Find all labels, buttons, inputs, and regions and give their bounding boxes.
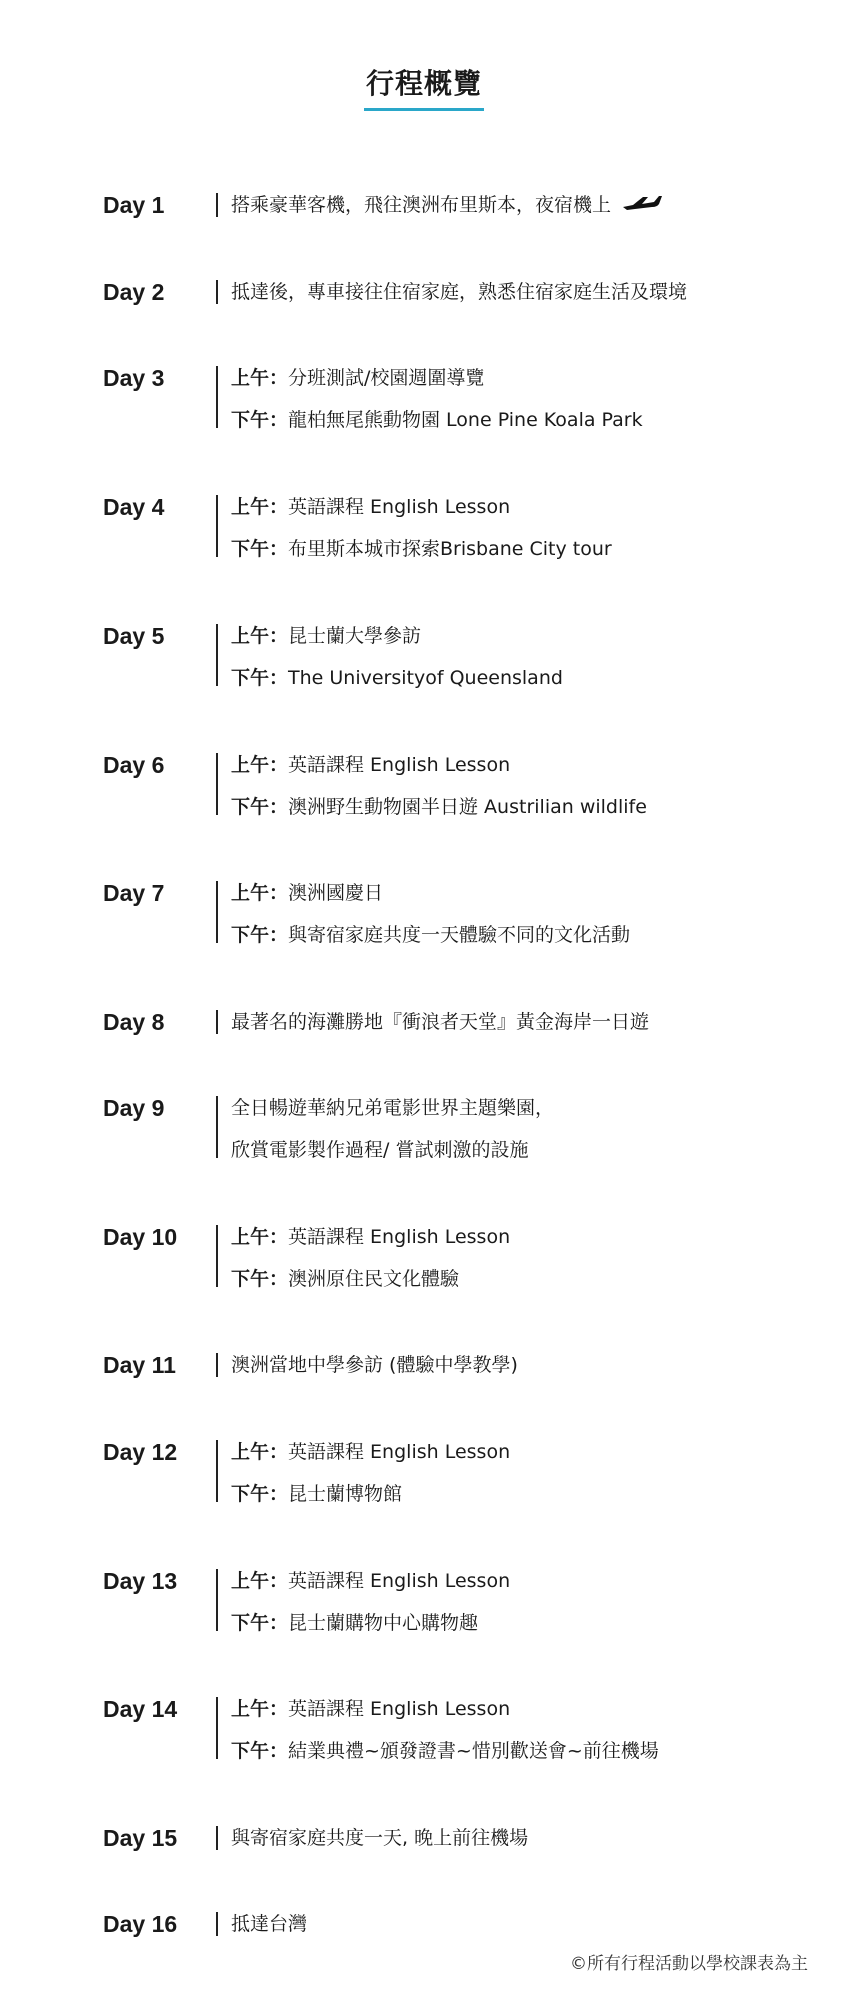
- time-tag: 下午：: [231, 1483, 289, 1505]
- activity-text: The Universityof Queensland: [288, 667, 563, 689]
- divider-bar: [216, 1697, 218, 1759]
- day-detail-line: [231, 1437, 510, 1467]
- day-detail-line: [231, 277, 687, 307]
- divider-bar: [216, 1225, 218, 1287]
- day-detail-line: [231, 190, 663, 221]
- activity-text: 抵達台灣: [231, 1913, 308, 1935]
- day-label: Day 3: [103, 365, 165, 391]
- day-detail-line: [231, 1007, 649, 1037]
- activity-text: 昆士蘭博物館: [288, 1483, 403, 1505]
- activity-text: 英語課程 English Lesson: [288, 1441, 511, 1463]
- time-tag: 上午：: [231, 882, 289, 904]
- day-label: Day 9: [103, 1095, 165, 1121]
- activity-text: 最著名的海灘勝地『衝浪者天堂』黃金海岸一日遊: [231, 1011, 650, 1033]
- activity-text: 昆士蘭大學參訪: [288, 625, 422, 647]
- day-label: Day 2: [103, 279, 165, 305]
- day-details: [231, 277, 687, 307]
- day-label: Day 5: [103, 623, 165, 649]
- time-tag: 下午：: [231, 924, 289, 946]
- day-details: [231, 1222, 510, 1294]
- day-detail-line: [231, 1736, 659, 1766]
- day-details: [231, 1437, 510, 1509]
- activity-text: 欣賞電影製作過程/ 嘗試刺激的設施: [231, 1139, 529, 1161]
- day-details: [231, 1909, 307, 1939]
- day-label: Day 14: [103, 1696, 178, 1722]
- time-tag: 上午：: [231, 367, 289, 389]
- day-details: [231, 190, 663, 221]
- day-detail-line: [231, 405, 643, 435]
- time-tag: 下午：: [231, 538, 289, 560]
- activity-text: 英語課程 English Lesson: [288, 1698, 511, 1720]
- time-tag: 下午：: [231, 667, 289, 689]
- day-label: Day 12: [103, 1439, 178, 1465]
- divider-bar: [216, 280, 218, 304]
- day-detail-line: [231, 750, 647, 780]
- activity-text: 布里斯本城市探索Brisbane City tour: [288, 538, 612, 560]
- time-tag: 下午：: [231, 796, 289, 818]
- activity-text: 結業典禮~頒發證書~惜別歡送會~前往機場: [288, 1740, 659, 1762]
- time-tag: 上午：: [231, 1226, 289, 1248]
- divider-bar: [216, 1826, 218, 1850]
- divider-bar: [216, 1569, 218, 1631]
- day-label: Day 13: [103, 1568, 178, 1594]
- time-tag: 上午：: [231, 754, 289, 776]
- divider-bar: [216, 1010, 218, 1034]
- day-detail-line: [231, 663, 563, 693]
- day-label: Day 4: [103, 494, 165, 520]
- day-details: [231, 1093, 554, 1165]
- day-label: Day 16: [103, 1911, 178, 1937]
- time-tag: 下午：: [231, 1612, 289, 1634]
- day-detail-line: [231, 1135, 554, 1165]
- day-label: Day 1: [103, 192, 165, 218]
- day-detail-line: [231, 1093, 554, 1123]
- day-details: [231, 363, 643, 435]
- day-detail-line: [231, 621, 563, 651]
- time-tag: 上午：: [231, 1698, 289, 1720]
- day-detail-line: [231, 1694, 659, 1724]
- day-detail-line: [231, 920, 630, 950]
- activity-text: 全日暢遊華納兄弟電影世界主題樂園，: [231, 1097, 555, 1119]
- day-label: Day 7: [103, 880, 165, 906]
- time-tag: 下午：: [231, 1268, 289, 1290]
- day-details: [231, 1350, 518, 1380]
- day-detail-line: [231, 534, 612, 564]
- divider-bar: [216, 624, 218, 686]
- day-details: [231, 621, 563, 693]
- activity-text: 澳洲野生動物園半日遊 Austrilian wildlife: [288, 796, 647, 818]
- day-label: Day 11: [103, 1352, 176, 1378]
- activity-text: 澳洲原住民文化體驗: [288, 1268, 460, 1290]
- day-detail-line: [231, 1350, 518, 1380]
- day-detail-line: [231, 1479, 510, 1509]
- time-tag: 上午：: [231, 496, 289, 518]
- divider-bar: [216, 881, 218, 943]
- day-label: Day 10: [103, 1224, 178, 1250]
- activity-text: 澳洲當地中學參訪 (體驗中學教學): [231, 1354, 518, 1376]
- day-details: [231, 1566, 510, 1638]
- day-detail-line: [231, 878, 630, 908]
- day-details: [231, 878, 630, 950]
- airplane-icon: [621, 190, 663, 221]
- divider-bar: [216, 1353, 218, 1377]
- divider-bar: [216, 1440, 218, 1502]
- activity-text: 英語課程 English Lesson: [288, 496, 511, 518]
- day-label: Day 8: [103, 1009, 165, 1035]
- day-details: [231, 492, 612, 564]
- page-title: 行程概覽: [364, 62, 484, 111]
- day-detail-line: [231, 1566, 510, 1596]
- day-label: Day 6: [103, 752, 165, 778]
- time-tag: 上午：: [231, 625, 289, 647]
- divider-bar: [216, 1096, 218, 1158]
- day-detail-line: [231, 1264, 510, 1294]
- day-label: Day 15: [103, 1825, 178, 1851]
- time-tag: 上午：: [231, 1570, 289, 1592]
- divider-bar: [216, 366, 218, 428]
- activity-text: 與寄宿家庭共度一天體驗不同的文化活動: [288, 924, 631, 946]
- time-tag: 上午：: [231, 1441, 289, 1463]
- activity-text: 英語課程 English Lesson: [288, 1226, 511, 1248]
- activity-text: 搭乘豪華客機，飛往澳洲布里斯本，夜宿機上: [231, 194, 612, 216]
- day-detail-line: [231, 492, 612, 522]
- title-wrap: [0, 62, 848, 111]
- activity-text: 英語課程 English Lesson: [288, 754, 511, 776]
- day-detail-line: [231, 1222, 510, 1252]
- day-detail-line: [231, 1608, 510, 1638]
- day-details: [231, 750, 647, 822]
- divider-bar: [216, 1912, 218, 1936]
- day-detail-line: [231, 1909, 307, 1939]
- time-tag: 下午：: [231, 1740, 289, 1762]
- footnote: ©所有行程活動以學校課表為主: [570, 1954, 808, 1974]
- activity-text: 分班測試/校園週圍導覽: [288, 367, 485, 389]
- activity-text: 與寄宿家庭共度一天, 晚上前往機場: [231, 1827, 529, 1849]
- day-detail-line: [231, 1823, 528, 1853]
- time-tag: 下午：: [231, 409, 289, 431]
- activity-text: 抵達後，專車接往住宿家庭，熟悉住宿家庭生活及環境: [231, 281, 688, 303]
- day-details: [231, 1694, 659, 1766]
- day-detail-line: [231, 363, 643, 393]
- divider-bar: [216, 495, 218, 557]
- day-details: [231, 1823, 528, 1853]
- divider-bar: [216, 753, 218, 815]
- activity-text: 龍柏無尾熊動物園 Lone Pine Koala Park: [288, 409, 643, 431]
- divider-bar: [216, 193, 218, 217]
- day-detail-line: [231, 792, 647, 822]
- activity-text: 昆士蘭購物中心購物趣: [288, 1612, 479, 1634]
- activity-text: 澳洲國慶日: [288, 882, 384, 904]
- activity-text: 英語課程 English Lesson: [288, 1570, 511, 1592]
- day-details: [231, 1007, 649, 1037]
